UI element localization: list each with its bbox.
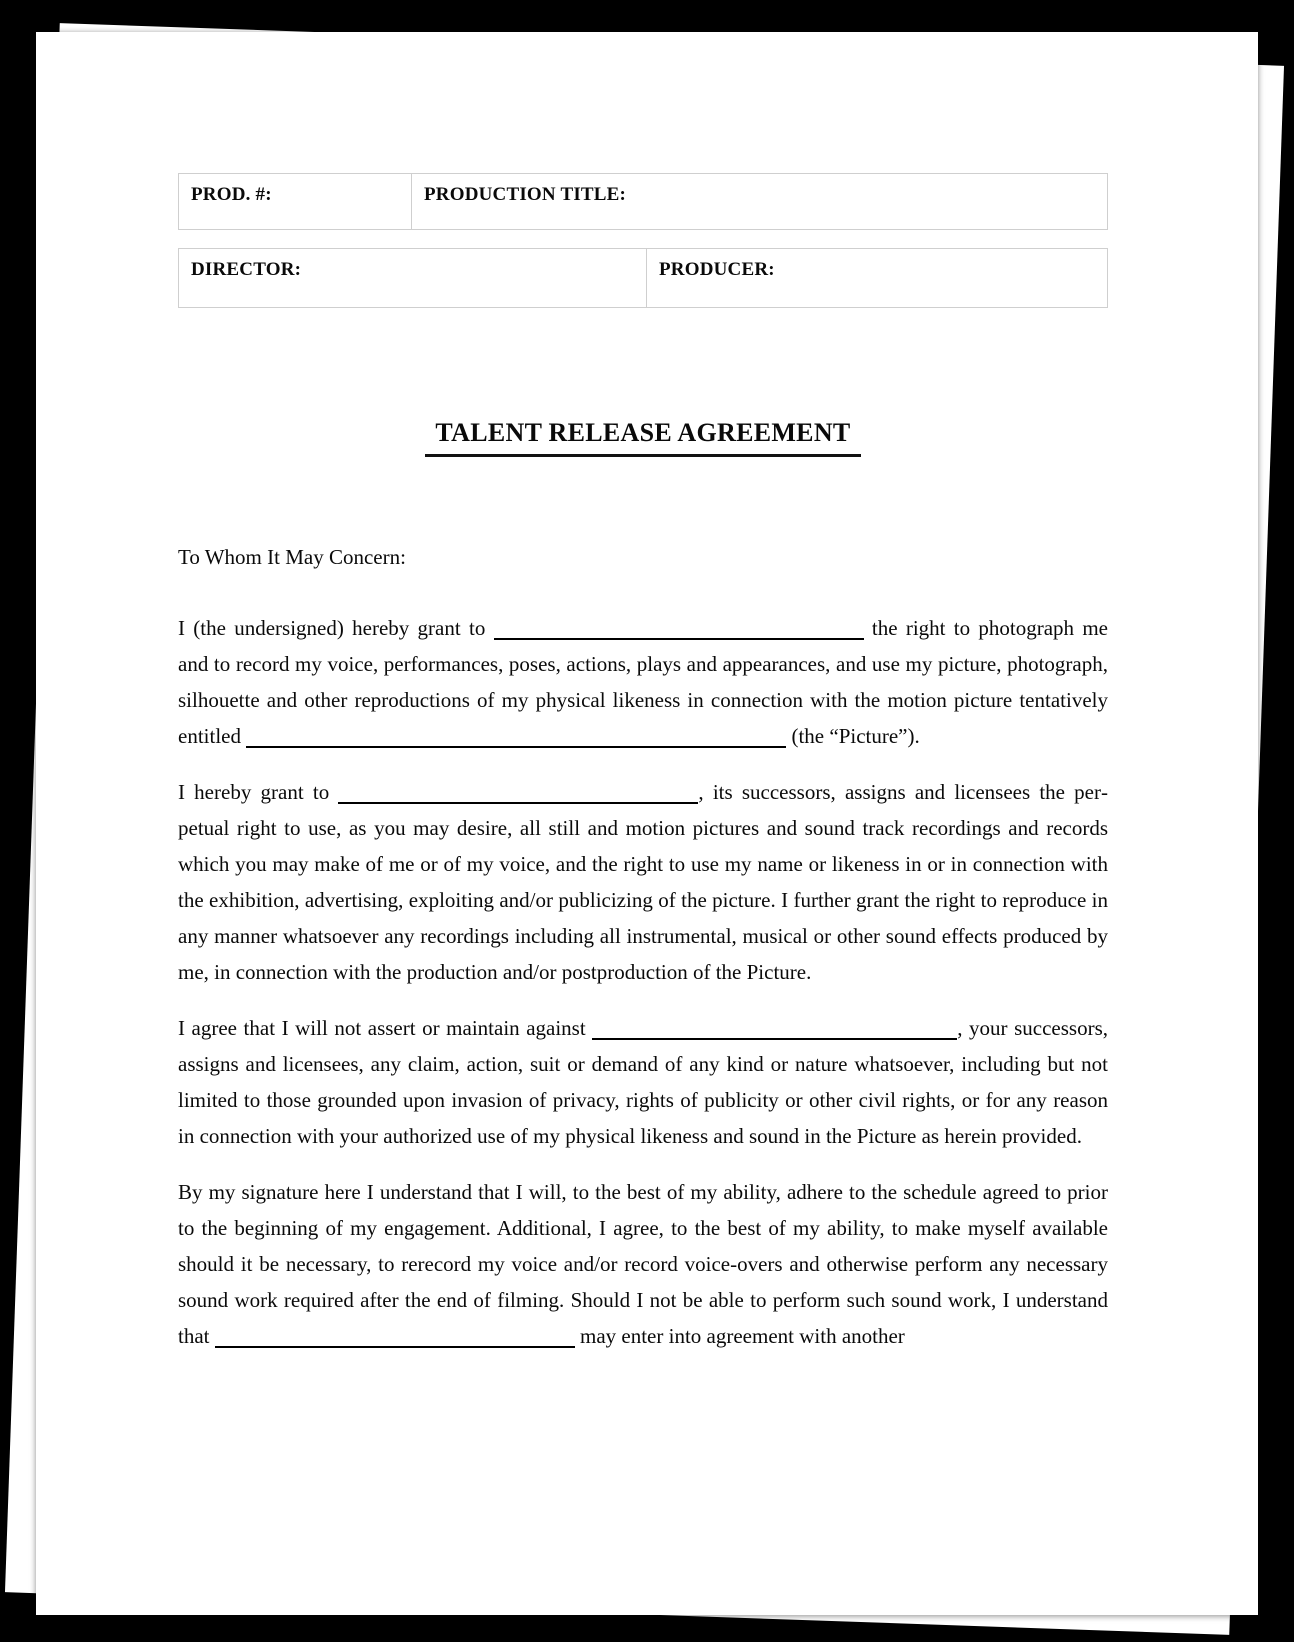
page-content — [36, 32, 1258, 1615]
document-paragraphs — [178, 610, 1108, 1354]
blank-fill-line[interactable] — [494, 620, 864, 640]
document-title-wrap — [178, 420, 1108, 457]
table-row-1 — [178, 173, 1108, 230]
paragraph: I hereby grant to , its successors, assigns and licensees the perpetual right to use, as you may desire, all still and motion pictures and sound track recordings and records which you may make of me or of my voice, and the right to use my name or likeness in or in connection with the exhibition, advertising, exploiting and/or publicizing of the picture. I further grant the right to reproduce in any manner whatsoever any recordings including all instrumental, musical or other sound effects produced by me, in connection with the production and/or postproduction of the Picture. — [178, 780, 1108, 984]
blank-fill-line[interactable] — [338, 784, 698, 804]
salutation: To Whom It May Concern: — [178, 545, 406, 569]
production-title-label: PRODUCTION TITLE: — [424, 184, 627, 205]
paragraph: I (the undersigned) hereby grant to the right to photograph me and to record my voice, performances, poses, actions, plays and appearances, and use my picture, photograph, silhouette and other reproductions of my physical likeness in connection with the motion picture tentatively entitled (the “Picture”). — [178, 616, 1108, 748]
production-info-table — [178, 173, 1108, 308]
producer-cell[interactable] — [646, 249, 1107, 307]
paragraph: By my signature here I understand that I will, to the best of my ability, adhere to the schedule agreed to prior to the beginning of my engagement. Additional, I agree, to the best of my ability, to make myself available should it be necessary, to rerecord my voice and/or record voice-overs and otherwise perform any necessary sound work required after the end of filming. Should I not be able to perform such sound work, I understand that may enter into agreement with another — [178, 1180, 1108, 1348]
production-title-cell[interactable] — [411, 174, 1107, 229]
front-page — [36, 32, 1258, 1615]
document-title: TALENT RELEASE AGREEMENT — [425, 420, 860, 457]
prod-number-cell[interactable] — [179, 174, 411, 229]
director-cell[interactable] — [179, 249, 646, 307]
blank-fill-line[interactable] — [246, 728, 786, 748]
paragraph: I agree that I will not assert or maintain against , your successors, assigns and licensees, any claim, action, suit or demand of any kind or nature whatsoever, including but not limited to those grounded upon invasion of privacy, rights of publicity or other civil rights, or for any reason in connection with your authorized use of my physical likeness and sound in the Picture as herein provided. — [178, 1016, 1108, 1148]
blank-fill-line[interactable] — [592, 1020, 957, 1040]
table-row-2 — [178, 248, 1108, 308]
blank-fill-line[interactable] — [215, 1328, 575, 1348]
producer-label: PRODUCER: — [659, 259, 775, 280]
director-label: DIRECTOR: — [191, 259, 302, 280]
prod-number-label: PROD. #: — [191, 184, 272, 205]
